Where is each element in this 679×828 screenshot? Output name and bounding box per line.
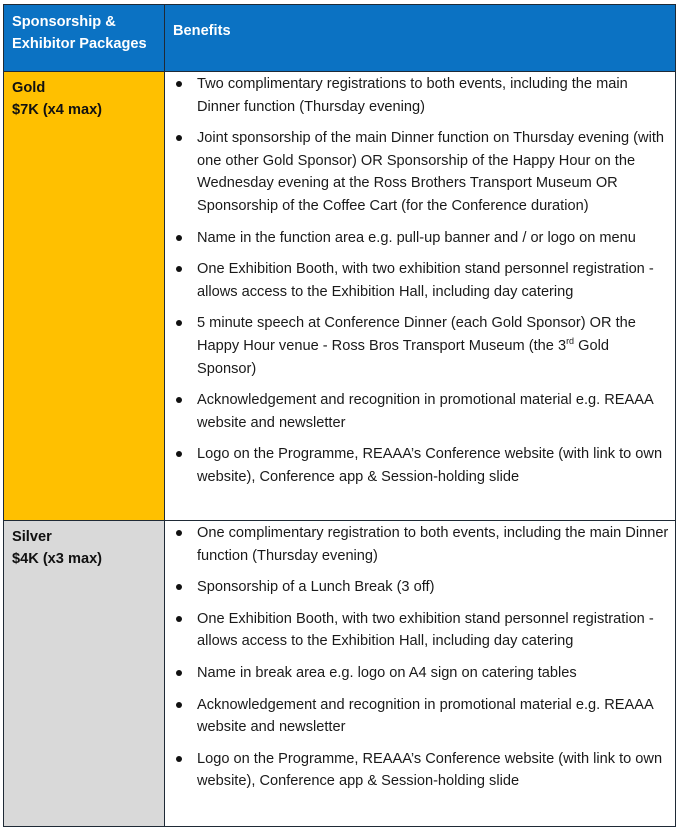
table-header-row	[4, 5, 675, 72]
gold-benefits-cell	[165, 72, 675, 520]
gold-package-row	[4, 72, 675, 521]
list-item: Logo on the Programme, REAAA’s Conference website (with link to own website), Conference app & Session-holding slide	[165, 748, 675, 793]
silver-package-cell	[4, 521, 165, 826]
list-item: Logo on the Programme, REAAA’s Conference website (with link to own website), Conference app & Session-holding slide	[165, 443, 675, 488]
header-benefits-label: Benefits	[173, 23, 231, 39]
speech-benefit-text: 5 minute speech at Conference Dinner (each Gold Sponsor) OR the Happy Hour venue - Ross Bros Transport Museum (the 3	[197, 315, 636, 354]
header-packages-line1: Sponsorship &	[12, 14, 116, 30]
header-benefits-cell	[165, 5, 675, 71]
speech-benefit-text-end: Gold Sponsor)	[197, 337, 609, 377]
silver-package-name: Silver	[12, 529, 52, 545]
list-item: Acknowledgement and recognition in promotional material e.g. REAAA website and newsletter	[165, 694, 675, 739]
gold-package-name: Gold	[12, 80, 46, 96]
list-item: Sponsorship of a Lunch Break (3 off)	[165, 576, 675, 599]
ordinal-superscript: rd	[566, 336, 575, 347]
silver-benefits-list	[165, 522, 675, 793]
header-packages-cell	[4, 5, 165, 71]
silver-package-price: $4K (x3 max)	[12, 551, 103, 567]
list-item: One Exhibition Booth, with two exhibition stand personnel registration - allows access to the Exhibition Hall, including day catering	[165, 258, 675, 303]
list-item: Acknowledgement and recognition in promotional material e.g. REAAA website and newsletter	[165, 389, 675, 434]
gold-package-cell	[4, 72, 165, 520]
list-item	[165, 312, 675, 380]
list-item: Two complimentary registrations to both events, including the main Dinner function (Thursday evening)	[165, 73, 675, 118]
silver-benefits-cell	[165, 521, 675, 826]
sponsorship-table	[3, 4, 676, 827]
list-item: Joint sponsorship of the main Dinner function on Thursday evening (with one other Gold Sponsor) OR Sponsorship of the Happy Hour on the Wednesday evening at the Ross Brothers Transport Museum OR Sponsorship of the Coffee Cart (for the Conference duration)	[165, 127, 675, 217]
silver-package-row	[4, 521, 675, 826]
header-packages-line2: Exhibitor Packages	[12, 36, 147, 52]
gold-benefits-list	[165, 73, 675, 489]
list-item: Name in break area e.g. logo on A4 sign on catering tables	[165, 662, 675, 685]
list-item: Name in the function area e.g. pull-up banner and / or logo on menu	[165, 227, 675, 250]
gold-package-price: $7K (x4 max)	[12, 102, 103, 118]
list-item: One complimentary registration to both events, including the main Dinner function (Thursday evening)	[165, 522, 675, 567]
list-item: One Exhibition Booth, with two exhibition stand personnel registration - allows access to the Exhibition Hall, including day catering	[165, 608, 675, 653]
